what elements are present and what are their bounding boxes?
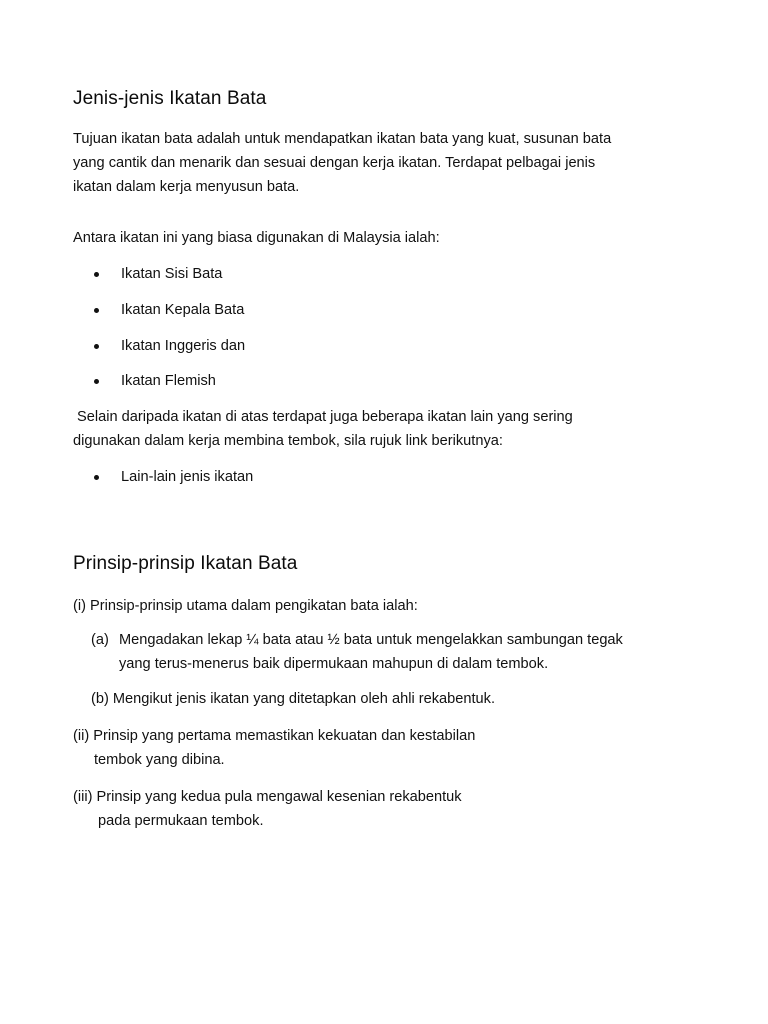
principle-item-ii-line-1: (ii) Prinsip yang pertama memastikan kekuatan dan kestabilan (73, 728, 476, 744)
bullet-label: Ikatan Kepala Bata (121, 302, 245, 318)
bullet-icon (94, 344, 99, 349)
list-item (94, 263, 222, 285)
other-line-2: digunakan dalam kerja membina tembok, sila rujuk link berikutnya: (73, 433, 503, 449)
list-item-link[interactable] (94, 466, 253, 488)
bullet-icon (94, 475, 99, 480)
bullet-icon (94, 379, 99, 384)
other-line-1: Selain daripada ikatan di atas terdapat juga beberapa ikatan lain yang sering (73, 409, 573, 425)
principle-item-a-marker: (a) (91, 632, 109, 648)
list-item (94, 335, 245, 357)
section-heading-jenis: Jenis-jenis Ikatan Bata (73, 88, 267, 109)
principle-item-iii-line-2: pada permukaan tembok. (98, 813, 264, 829)
bullet-label: Ikatan Flemish (121, 373, 216, 389)
bullet-icon (94, 308, 99, 313)
list-item (94, 370, 216, 392)
principle-item-a-line-2: yang terus-menerus baik dipermukaan mahupun di dalam tembok. (119, 656, 549, 672)
principle-item-a-line-1: Mengadakan lekap ¼ bata atau ½ bata untuk mengelakkan sambungan tegak (119, 632, 623, 648)
other-ikatan-link[interactable]: Lain-lain jenis ikatan (121, 469, 254, 485)
section-heading-prinsip: Prinsip-prinsip Ikatan Bata (73, 553, 298, 574)
bullet-label: Ikatan Inggeris dan (121, 338, 246, 354)
principle-item-b: (b) Mengikut jenis ikatan yang ditetapkan oleh ahli rekabentuk. (91, 691, 496, 707)
principle-item-i: (i) Prinsip-prinsip utama dalam pengikatan bata ialah: (73, 598, 418, 614)
list-intro: Antara ikatan ini yang biasa digunakan di Malaysia ialah: (73, 230, 440, 246)
principle-item-ii-line-2: tembok yang dibina. (94, 752, 225, 768)
principle-item-iii-line-1: (iii) Prinsip yang kedua pula mengawal kesenian rekabentuk (73, 789, 462, 805)
intro-line-1: Tujuan ikatan bata adalah untuk mendapatkan ikatan bata yang kuat, susunan bata (73, 131, 612, 147)
bullet-icon (94, 272, 99, 277)
bullet-label: Ikatan Sisi Bata (121, 266, 223, 282)
list-item (94, 299, 244, 321)
intro-line-3: ikatan dalam kerja menyusun bata. (73, 179, 300, 195)
intro-line-2: yang cantik dan menarik dan sesuai dengan kerja ikatan. Terdapat pelbagai jenis (73, 155, 596, 171)
